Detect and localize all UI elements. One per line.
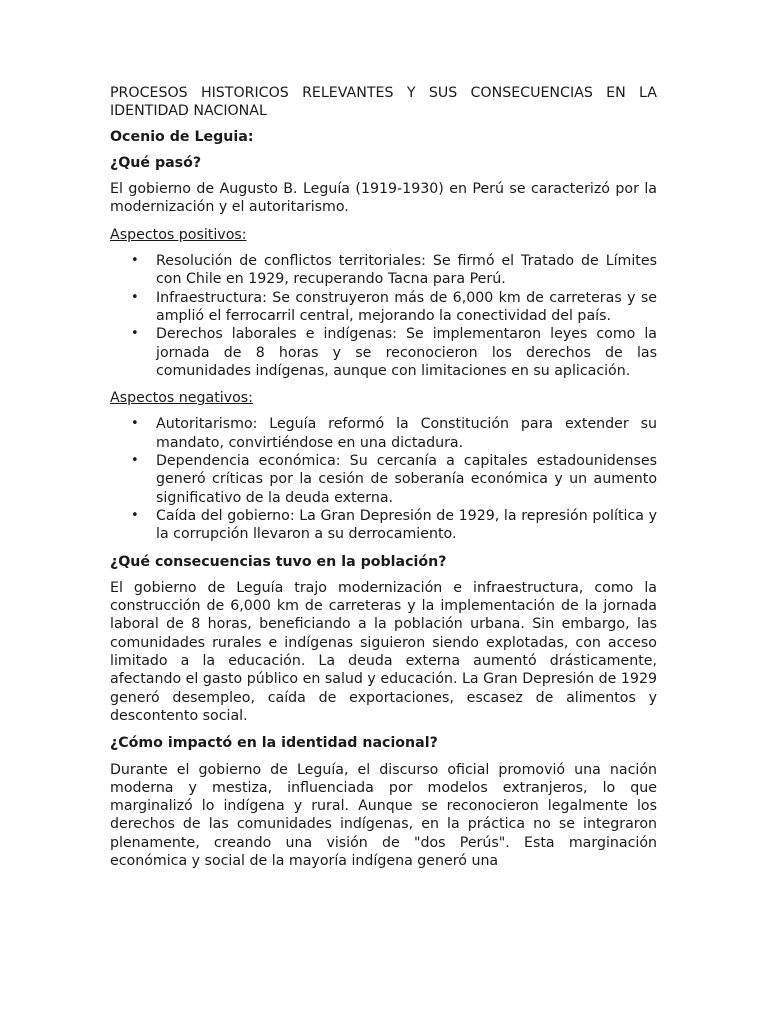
list-item-text: Dependencia económica: Su cercanía a capitales estadounidenses generó críticas por la cesión de soberanía económica y un aumento significativo de la deuda externa.: [156, 453, 657, 506]
list-item: [110, 325, 657, 380]
identity-paragraph: Durante el gobierno de Leguía, el discurso oficial promovió una nación moderna y mestiza, influenciada por modelos extranjeros, lo que marginalizó lo indígena y rural. Aunque se reconocieron legalmente los derechos de las comunidades indígenas, en la práctica no se integraron plenamente, creando una visión de "dos Perús". Esta marginación económica y social de la mayoría indígena generó una: [110, 761, 657, 869]
document-title: PROCESOS HISTORICOS RELEVANTES Y SUS CONSECUENCIAS EN LA IDENTIDAD NACIONAL: [110, 85, 657, 120]
positive-aspects-label: Aspectos positivos:: [110, 226, 247, 243]
list-item: [110, 289, 657, 326]
negative-aspects-list: [110, 415, 657, 543]
question-consequences: ¿Qué consecuencias tuvo en la población?: [110, 553, 447, 570]
list-item-text: Caída del gobierno: La Gran Depresión de 1929, la represión política y la corrupción llevaron a su derrocamiento.: [156, 507, 657, 543]
list-item: [110, 452, 657, 507]
negative-aspects-label: Aspectos negativos:: [110, 390, 253, 407]
bullet-icon: •: [131, 326, 139, 342]
section-heading: Ocenio de Leguia:: [110, 128, 254, 145]
list-item-text: Derechos laborales e indígenas: Se implementaron leyes como la jornada de 8 horas y se reconocieron los derechos de las comunidades indígenas, aunque con limitaciones en su aplicación.: [156, 326, 657, 379]
list-item-text: Resolución de conflictos territoriales: Se firmó el Tratado de Límites con Chile en 1929, recuperando Tacna para Perú.: [156, 253, 657, 288]
bullet-icon: •: [131, 289, 139, 305]
document-page: [110, 84, 657, 879]
positive-aspects-list: [110, 252, 657, 380]
consequences-paragraph: El gobierno de Leguía trajo modernización e infraestructura, como la construcción de 6,000 km de carreteras y la implementación de la jornada laboral de 8 horas, beneficiando a la población urbana. Sin embargo, las comunidades rurales e indígenas siguieron siendo explotadas, con acceso limitado a la educación. La deuda externa aumentó drásticamente, afectando el gasto público en salud y educación. La Gran Depresión de 1929 generó desempleo, caída de exportaciones, escasez de alimentos y descontento social.: [110, 579, 657, 724]
list-item: [110, 415, 657, 452]
bullet-icon: •: [131, 453, 139, 469]
list-item: [110, 252, 657, 289]
question-what-happened: ¿Qué pasó?: [110, 154, 202, 171]
bullet-icon: •: [131, 507, 139, 523]
list-item-text: Autoritarismo: Leguía reformó la Constitución para extender su mandato, convirtiéndose en una dictadura.: [156, 416, 657, 451]
list-item: [110, 507, 657, 544]
bullet-icon: •: [131, 253, 139, 269]
intro-paragraph: El gobierno de Augusto B. Leguía (1919-1930) en Perú se caracterizó por la modernización y el autoritarismo.: [110, 181, 657, 216]
question-identity: ¿Cómo impactó en la identidad nacional?: [110, 735, 438, 752]
bullet-icon: •: [131, 416, 139, 432]
list-item-text: Infraestructura: Se construyeron más de 6,000 km de carreteras y se amplió el ferrocarril central, mejorando la conectividad del país.: [156, 289, 657, 324]
